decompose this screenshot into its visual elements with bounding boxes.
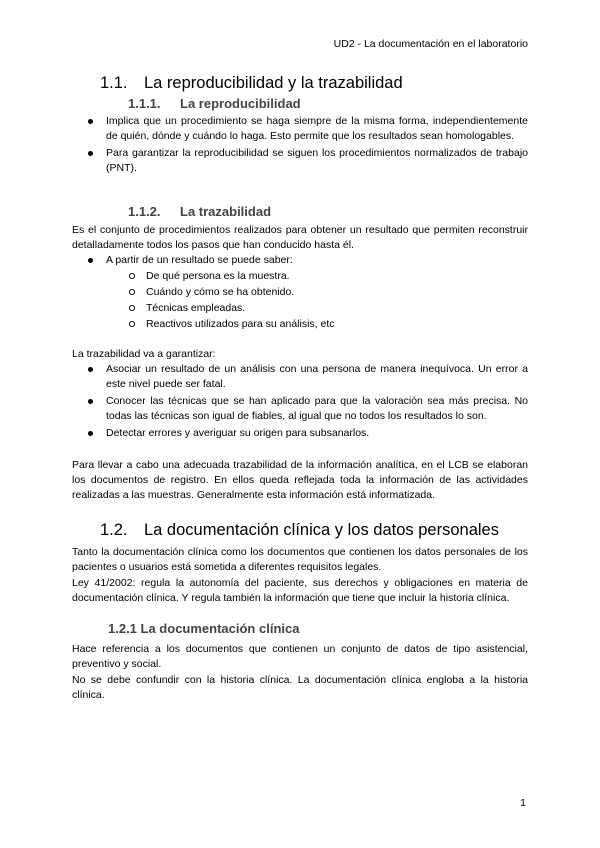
list-item (106, 253, 528, 332)
guarantee-intro: La trazabilidad va a garantizar: (72, 348, 216, 360)
heading-number: 1.1.1. (128, 96, 161, 111)
running-header: UD2 - La documentación en el laboratorio (333, 38, 528, 50)
page-number: 1 (520, 797, 526, 809)
sublist-item: De qué persona es la muestra. (146, 269, 528, 284)
page-content (72, 72, 528, 703)
heading-1-2-1: 1.2.1 La documentación clínica (108, 621, 300, 636)
heading-1-1-2 (72, 203, 528, 221)
clinical-doc-paragraph: Tanto la documentación clínica como los documentos que contienen los datos personales de los pacientes o usuarios está sometida a diferentes requisitos legales. (72, 546, 528, 573)
list-item: Detectar errores y averiguar su origen para subsanarlos. (106, 426, 528, 441)
heading-number: 1.1. (100, 74, 128, 92)
sublist-item: Reactivos utilizados para su análisis, etc (146, 317, 528, 332)
reproducibility-list (72, 114, 528, 176)
list-item: Asociar un resultado de un análisis con una persona de manera inequívoca. Un error a este nivel puede ser fatal. (106, 363, 528, 390)
list-item-text: A partir de un resultado se puede saber: (106, 254, 293, 266)
sublist-item: Cuándo y cómo se ha obtenido. (146, 285, 528, 300)
traceability-list (72, 253, 528, 332)
heading-1-1 (72, 73, 528, 93)
law-paragraph: Ley 41/2002: regula la autonomía del paciente, sus derechos y obligaciones en materia de documentación clínica. Y regula también la información que tiene que incluir la historia clínica. (72, 577, 528, 604)
heading-title: La reproducibilidad (180, 96, 301, 111)
heading-1-2 (72, 520, 528, 540)
heading-number: 1.1.2. (128, 204, 161, 219)
list-item: Conocer las técnicas que se han aplicado para que la valoración sea más precisa. No todas las técnicas son igual de fiables, al igual que no todos los resultados lo son. (106, 395, 528, 422)
sublist-item: Técnicas empleadas. (146, 301, 528, 316)
heading-title: La reproducibilidad y la trazabilidad (144, 74, 403, 92)
list-item: Implica que un procedimiento se haga siempre de la misma forma, independientemente de quién, dónde y cuándo lo haga. Esto permite que los resultados sean homologables. (106, 115, 528, 142)
heading-title: La documentación clínica y los datos personales (144, 521, 499, 539)
traceability-closing: Para llevar a cabo una adecuada trazabilidad de la información analítica, en el LCB se elaboran los documentos de registro. En ellos queda reflejada toda la información de las actividades realizadas a las muestras. Generalmente esta información está informatizada. (72, 459, 528, 501)
clinical-doc-definition: Hace referencia a los documentos que contienen un conjunto de datos de tipo asistencial, preventivo y social. (72, 643, 528, 670)
heading-1-1-1 (72, 95, 528, 113)
heading-number: 1.2. (100, 521, 128, 539)
clinical-doc-note: No se debe confundir con la historia clínica. La documentación clínica engloba a la historia clínica. (72, 674, 528, 701)
list-item: Para garantizar la reproducibilidad se siguen los procedimientos normalizados de trabajo (PNT). (106, 147, 528, 174)
traceability-sublist (106, 269, 528, 332)
heading-title: La trazabilidad (180, 204, 272, 219)
guarantee-list (72, 362, 528, 441)
traceability-intro: Es el conjunto de procedimientos realizados para obtener un resultado que permiten reconstruir detalladamente todos los pasos que han conducido hasta él. (72, 224, 528, 251)
